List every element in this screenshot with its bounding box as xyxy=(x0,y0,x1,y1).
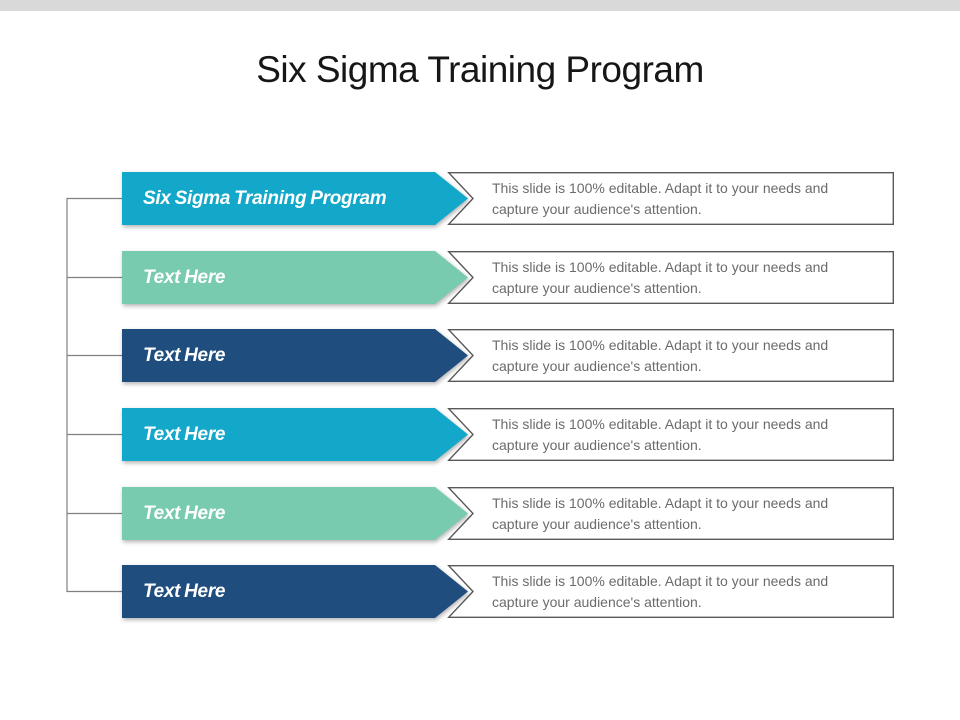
process-row xyxy=(122,408,894,461)
arrow-label: Text Here xyxy=(143,423,226,445)
connector-lines xyxy=(67,199,122,592)
process-row xyxy=(122,329,894,382)
row-description: This slide is 100% editable. Adapt it to your needs and capture your audience's attention. xyxy=(492,336,829,374)
row-description: This slide is 100% editable. Adapt it to your needs and capture your audience's attention. xyxy=(492,258,829,296)
row-description: This slide is 100% editable. Adapt it to your needs and capture your audience's attention. xyxy=(492,415,829,453)
arrow-label: Six Sigma Training Program xyxy=(143,187,387,209)
process-row xyxy=(122,172,894,225)
process-row xyxy=(122,487,894,540)
arrow-label: Text Here xyxy=(143,580,226,602)
row-description: This slide is 100% editable. Adapt it to your needs and capture your audience's attention. xyxy=(492,179,829,217)
process-row xyxy=(122,565,894,618)
row-description: This slide is 100% editable. Adapt it to your needs and capture your audience's attention. xyxy=(492,572,829,610)
arrow-label: Text Here xyxy=(143,344,226,366)
connector-bracket xyxy=(60,190,130,605)
row-description: This slide is 100% editable. Adapt it to your needs and capture your audience's attention. xyxy=(492,494,829,532)
arrow-label: Text Here xyxy=(143,502,226,524)
arrow-label: Text Here xyxy=(143,266,226,288)
page-title: Six Sigma Training Program xyxy=(256,48,704,90)
top-band xyxy=(0,0,960,11)
process-row xyxy=(122,251,894,304)
